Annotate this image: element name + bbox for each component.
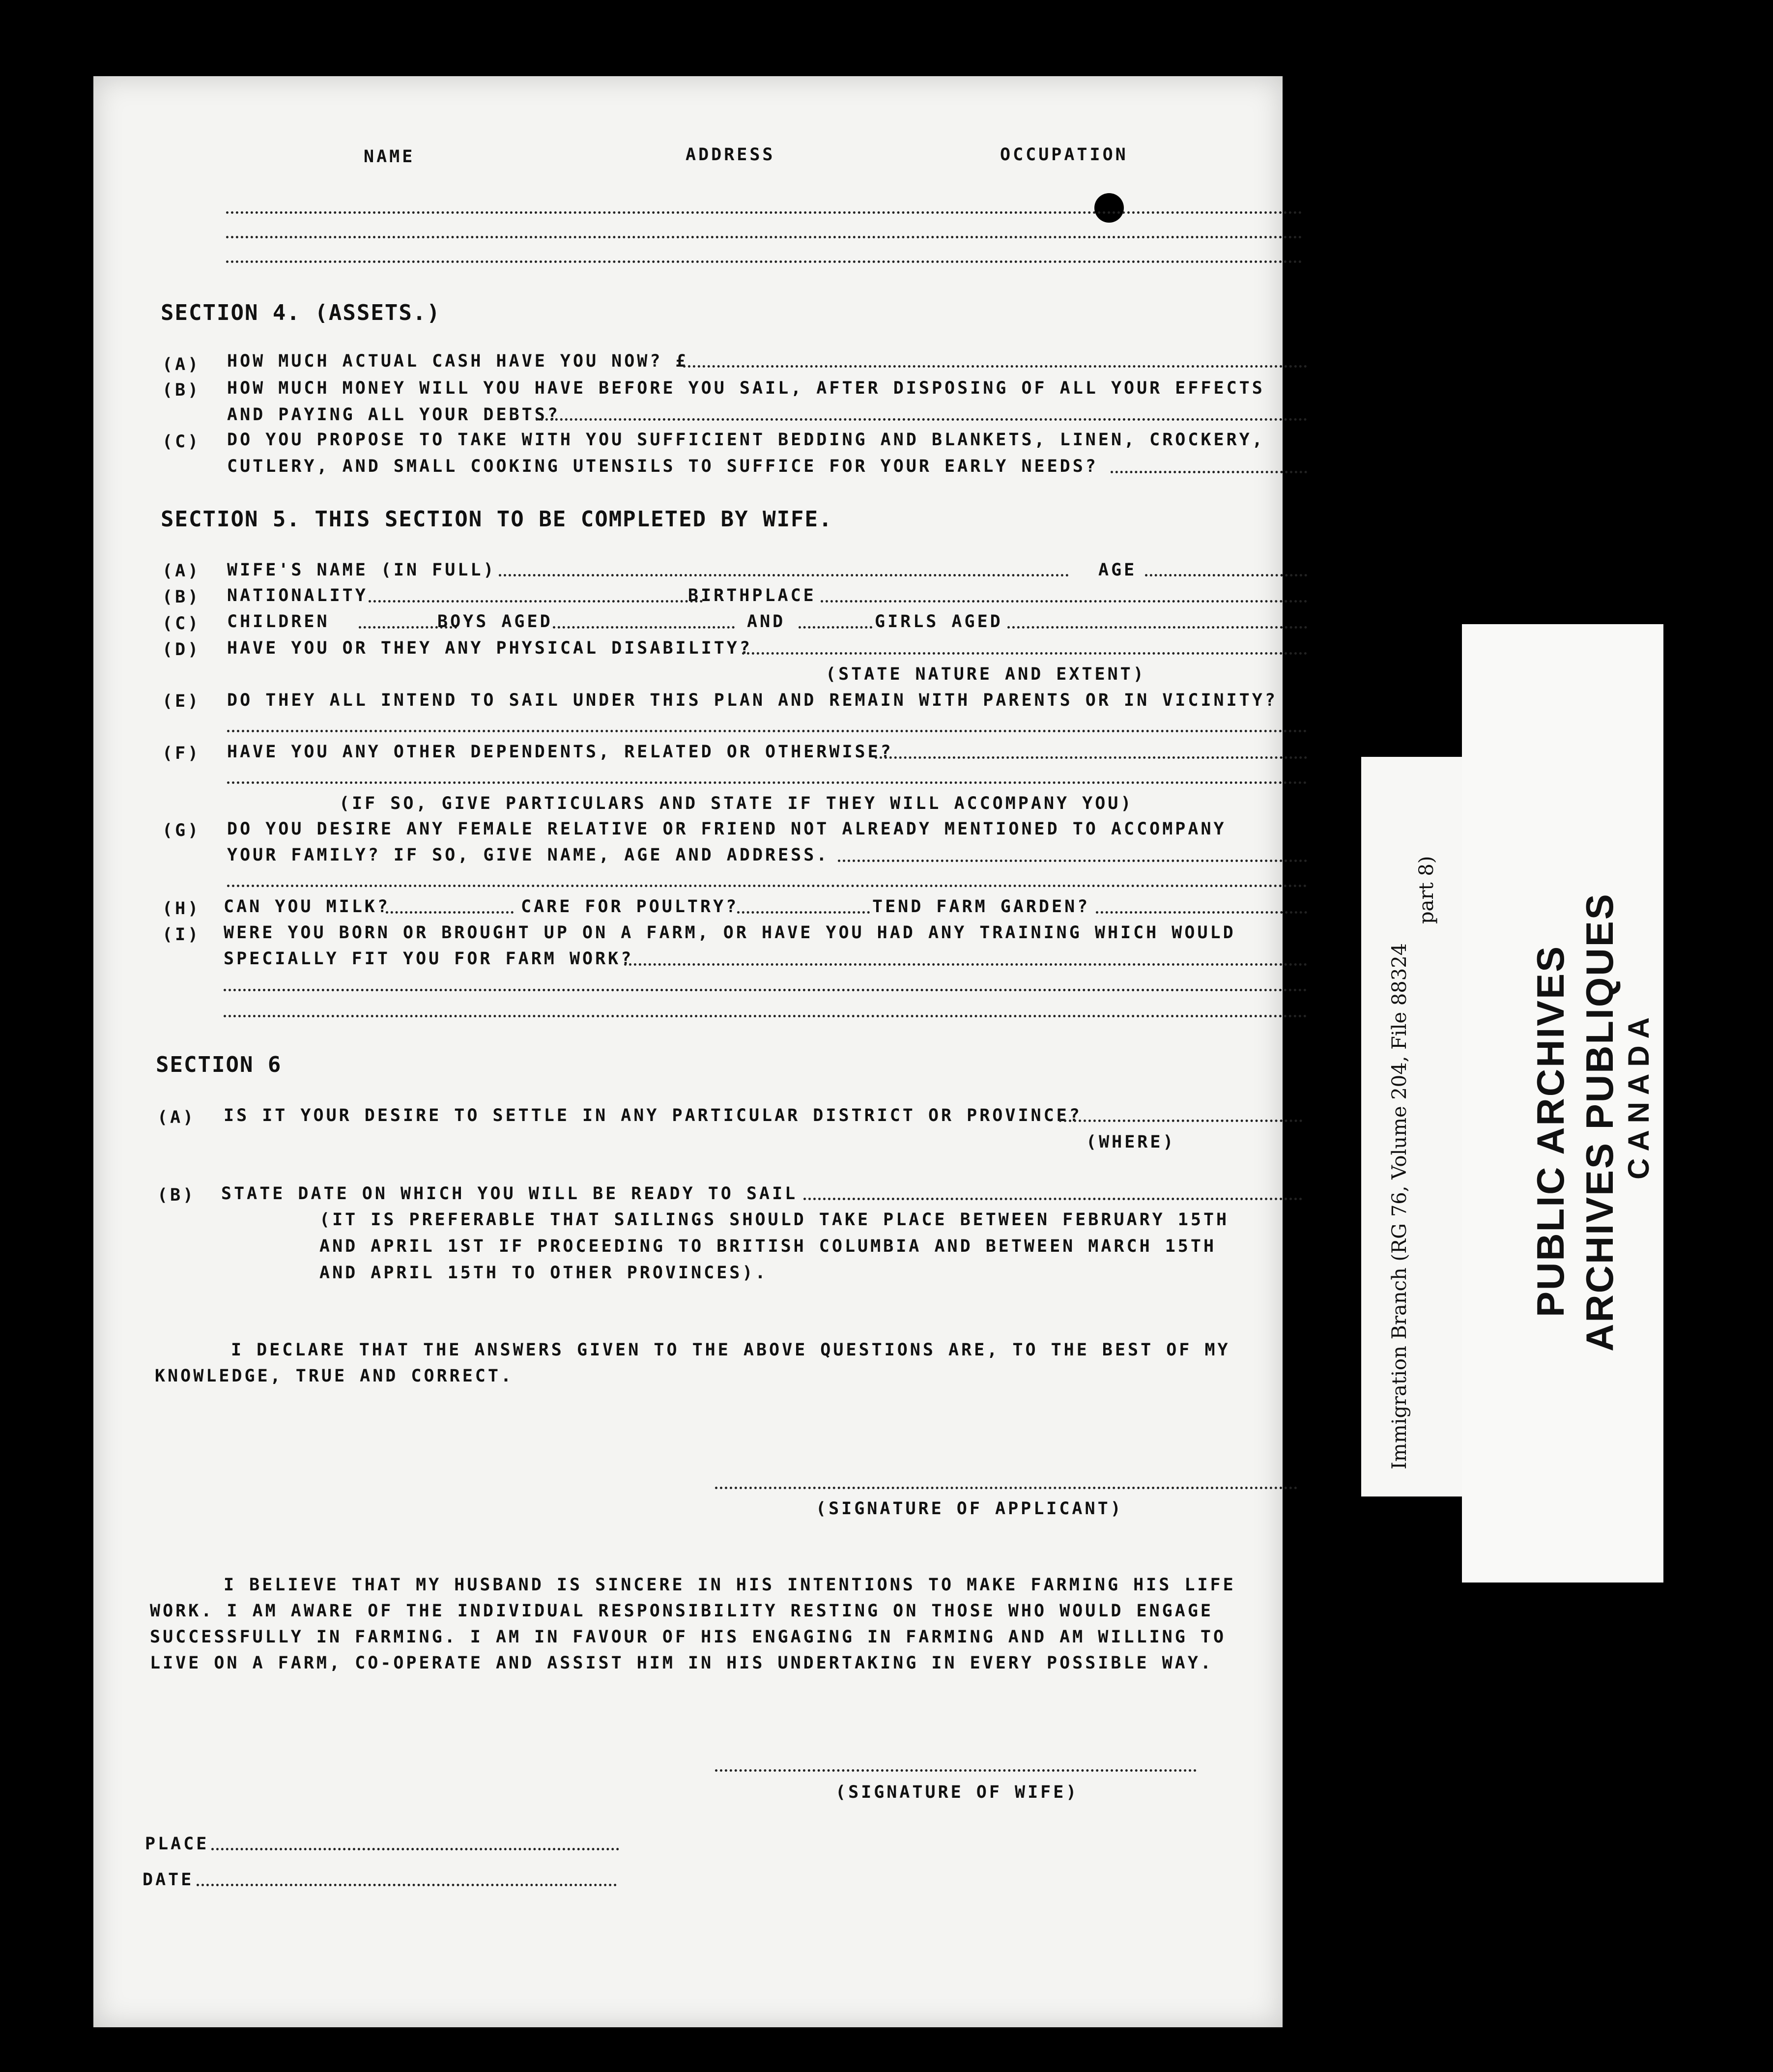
- garden-label: TEND FARM GARDEN?: [872, 897, 1090, 917]
- district-field[interactable]: [1059, 1120, 1302, 1122]
- cash-field[interactable]: [683, 365, 1307, 368]
- declaration-text-2: KNOWLEDGE, TRUE AND CORRECT.: [155, 1366, 514, 1386]
- wife-statement: I BELIEVE THAT MY HUSBAND IS SINCERE IN HIS INTENTIONS TO MAKE FARMING HIS LIFE: [224, 1575, 1236, 1595]
- place-label: PLACE: [145, 1834, 209, 1854]
- item-mark: (D): [162, 640, 201, 660]
- relative-field[interactable]: [838, 860, 1307, 862]
- cash-question: HOW MUCH ACTUAL CASH HAVE YOU NOW? £: [227, 351, 688, 371]
- answer-line[interactable]: [226, 236, 1302, 238]
- item-mark: (B): [162, 380, 201, 400]
- item-mark: (A): [157, 1108, 196, 1127]
- district-note: (WHERE): [1086, 1132, 1176, 1152]
- archive-line-2: ARCHIVES PUBLIQUES: [1578, 892, 1621, 1352]
- sail-question: DO THEY ALL INTEND TO SAIL UNDER THIS PLAN AND REMAIN WITH PARENTS OR IN VICINITY?: [227, 691, 1278, 710]
- section-6-title: SECTION 6: [156, 1052, 282, 1077]
- section-4-title: SECTION 4. (ASSETS.): [161, 300, 441, 325]
- dependents-note: (IF SO, GIVE PARTICULARS AND STATE IF THEY WILL ACCOMPANY YOU): [339, 794, 1134, 813]
- nationality-label: NATIONALITY: [227, 586, 368, 605]
- poultry-field[interactable]: [737, 911, 870, 914]
- archive-line-1: PUBLIC ARCHIVES: [1529, 945, 1572, 1317]
- wife-signature-field[interactable]: [715, 1769, 1197, 1772]
- item-mark: (F): [162, 744, 201, 763]
- date-label: DATE: [143, 1870, 194, 1890]
- item-mark: (A): [162, 561, 201, 581]
- applicant-signature-field[interactable]: [715, 1487, 1297, 1489]
- farm-training-field[interactable]: [624, 963, 1307, 966]
- girls-aged-field[interactable]: [1007, 626, 1307, 629]
- wife-age-label: AGE: [1098, 560, 1137, 580]
- relative-question: DO YOU DESIRE ANY FEMALE RELATIVE OR FRIEND NOT ALREADY MENTIONED TO ACCOMPANY: [227, 819, 1227, 839]
- header-address: ADDRESS: [686, 145, 775, 165]
- archive-line-3: CANADA: [1622, 1010, 1655, 1180]
- archive-reference: Immigration Branch (RG 76, Volume 204, File 88324: [1388, 943, 1411, 1469]
- archive-label-card: [1462, 624, 1663, 1583]
- place-field[interactable]: [211, 1848, 619, 1850]
- sail-date-note-3: AND APRIL 15TH TO OTHER PROVINCES).: [319, 1263, 768, 1283]
- item-mark: (G): [162, 821, 201, 840]
- answer-line[interactable]: [226, 211, 1302, 214]
- archive-reference-strip: [1361, 757, 1462, 1496]
- girls-aged-label: GIRLS AGED: [875, 612, 1003, 632]
- district-question: IS IT YOUR DESIRE TO SETTLE IN ANY PARTICULAR DISTRICT OR PROVINCE?: [224, 1106, 1082, 1125]
- nationality-field[interactable]: [369, 600, 703, 603]
- sail-date-field[interactable]: [803, 1198, 1302, 1200]
- boys-aged-label: BOYS AGED: [437, 612, 553, 632]
- wife-name-label: WIFE'S NAME (IN FULL): [227, 560, 496, 580]
- wife-age-field[interactable]: [1145, 574, 1307, 576]
- disability-field[interactable]: [742, 652, 1307, 655]
- item-mark: (B): [157, 1185, 196, 1205]
- section-5-title: SECTION 5. THIS SECTION TO BE COMPLETED BY WIFE.: [161, 507, 833, 532]
- item-mark: (C): [162, 432, 201, 452]
- bedding-question-cont: CUTLERY, AND SMALL COOKING UTENSILS TO SUFFICE FOR YOUR EARLY NEEDS?: [227, 457, 1098, 476]
- sail-date-note: (IT IS PREFERABLE THAT SAILINGS SHOULD TAKE PLACE BETWEEN FEBRUARY 15TH: [319, 1210, 1230, 1230]
- money-question-cont: AND PAYING ALL YOUR DEBTS?: [227, 405, 560, 425]
- dependents-field-2[interactable]: [227, 781, 1307, 784]
- disability-note: (STATE NATURE AND EXTENT): [826, 664, 1146, 684]
- punch-hole: [1094, 193, 1124, 223]
- wife-name-field[interactable]: [499, 574, 1069, 576]
- sail-field[interactable]: [227, 730, 1307, 732]
- relative-field-2[interactable]: [227, 885, 1307, 887]
- item-mark: (C): [162, 614, 201, 633]
- header-name: NAME: [364, 147, 415, 167]
- and-label: AND: [747, 612, 786, 632]
- poultry-label: CARE FOR POULTRY?: [521, 897, 739, 917]
- archive-reference-part: part 8): [1415, 856, 1438, 924]
- wife-statement-4: LIVE ON A FARM, CO-OPERATE AND ASSIST HIM IN HIS UNDERTAKING IN EVERY POSSIBLE WAY.: [150, 1653, 1213, 1673]
- bedding-field[interactable]: [1111, 471, 1307, 473]
- children-label: CHILDREN: [227, 612, 330, 632]
- item-mark: (B): [162, 587, 201, 607]
- item-mark: (E): [162, 691, 201, 711]
- wife-statement-2: WORK. I AM AWARE OF THE INDIVIDUAL RESPONSIBILITY RESTING ON THOSE WHO WOULD ENGAGE: [150, 1601, 1213, 1621]
- header-occupation: OCCUPATION: [1000, 145, 1128, 165]
- farm-training-question-cont: SPECIALLY FIT YOU FOR FARM WORK?: [224, 949, 634, 969]
- farm-training-question: WERE YOU BORN OR BROUGHT UP ON A FARM, OR HAVE YOU HAD ANY TRAINING WHICH WOULD: [224, 923, 1236, 943]
- birthplace-field[interactable]: [821, 600, 1307, 603]
- disability-question: HAVE YOU OR THEY ANY PHYSICAL DISABILITY?: [227, 638, 752, 658]
- money-question: HOW MUCH MONEY WILL YOU HAVE BEFORE YOU SAIL, AFTER DISPOSING OF ALL YOUR EFFECTS: [227, 378, 1265, 398]
- answer-line[interactable]: [226, 260, 1302, 263]
- relative-question-cont: YOUR FAMILY? IF SO, GIVE NAME, AGE AND ADDRESS.: [227, 845, 829, 865]
- item-mark: (H): [162, 899, 201, 919]
- farm-training-field-3[interactable]: [224, 1015, 1307, 1017]
- boys-aged-field[interactable]: [553, 626, 735, 629]
- item-mark: (A): [162, 355, 201, 374]
- milk-label: CAN YOU MILK?: [224, 897, 390, 917]
- garden-field[interactable]: [1096, 911, 1307, 914]
- wife-signature-label: (SIGNATURE OF WIFE): [835, 1783, 1079, 1802]
- wife-statement-3: SUCCESSFULLY IN FARMING. I AM IN FAVOUR OF HIS ENGAGING IN FARMING AND AM WILLING TO: [150, 1627, 1227, 1647]
- girls-count-field[interactable]: [799, 626, 872, 629]
- sail-date-note-2: AND APRIL 1ST IF PROCEEDING TO BRITISH COLUMBIA AND BETWEEN MARCH 15TH: [319, 1237, 1217, 1256]
- applicant-signature-label: (SIGNATURE OF APPLICANT): [816, 1499, 1123, 1519]
- farm-training-field-2[interactable]: [224, 989, 1307, 991]
- item-mark: (I): [162, 925, 201, 945]
- date-field[interactable]: [197, 1884, 617, 1886]
- dependents-field[interactable]: [875, 756, 1307, 759]
- sail-date-question: STATE DATE ON WHICH YOU WILL BE READY TO SAIL: [221, 1184, 798, 1204]
- milk-field[interactable]: [386, 911, 514, 914]
- dependents-question: HAVE YOU ANY OTHER DEPENDENTS, RELATED OR OTHERWISE?: [227, 742, 893, 762]
- declaration-text: I DECLARE THAT THE ANSWERS GIVEN TO THE ABOVE QUESTIONS ARE, TO THE BEST OF MY: [231, 1340, 1230, 1360]
- form-sheet: [93, 76, 1283, 2027]
- birthplace-label: BIRTHPLACE: [688, 586, 816, 605]
- money-field[interactable]: [536, 418, 1307, 421]
- bedding-question: DO YOU PROPOSE TO TAKE WITH YOU SUFFICIENT BEDDING AND BLANKETS, LINEN, CROCKERY,: [227, 430, 1265, 450]
